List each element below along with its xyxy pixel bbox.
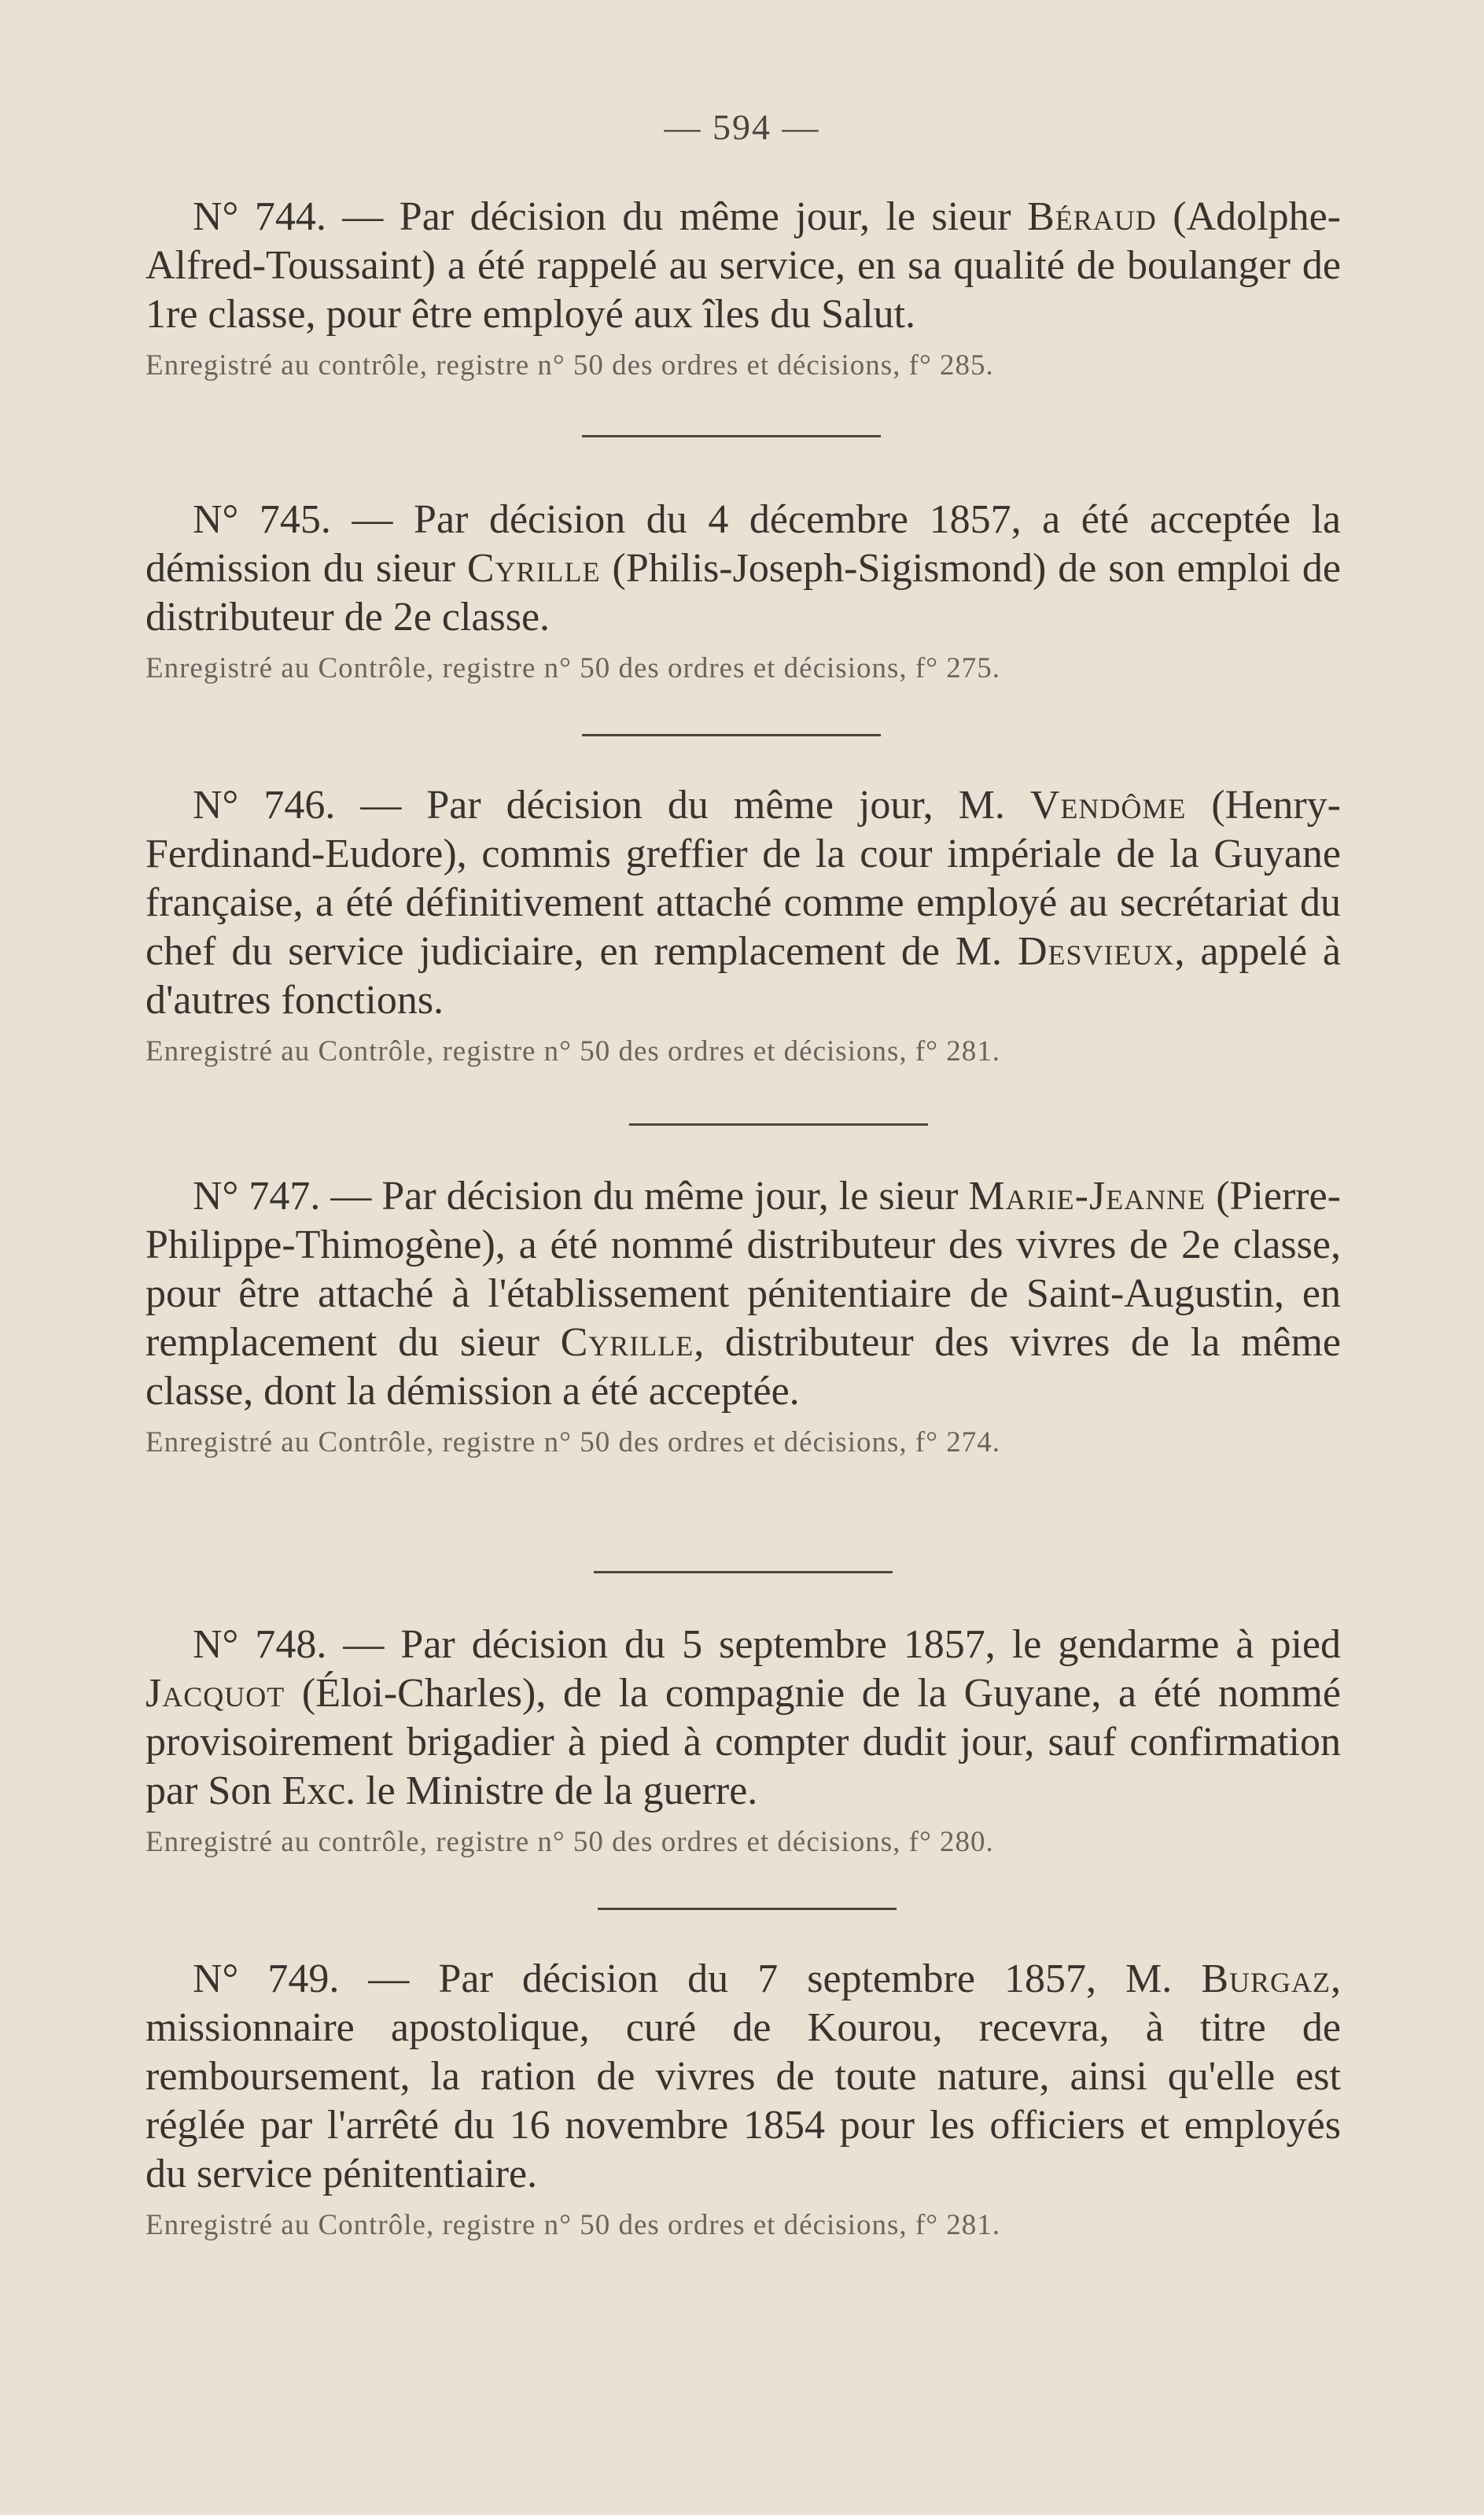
entry-prefix: — Par décision du 7 septembre 1857, M. <box>339 1956 1202 2001</box>
entry-text <box>145 781 1341 1025</box>
entry-text <box>145 1955 1341 2199</box>
person-name: Vendôme <box>1029 783 1187 828</box>
entry-prefix: — Par décision du 5 septembre 1857, le gendarme à pied <box>326 1622 1341 1667</box>
entry-number: N° 745. <box>193 497 331 542</box>
person-name: Marie-Jeanne <box>968 1174 1206 1219</box>
entry-text <box>145 193 1341 339</box>
entry-rest-2: , appelé à d'autres fonctions. <box>145 929 1341 1023</box>
registry-note: Enregistré au Contrôle, registre n° 50 des ordres et décisions, f° 275. <box>145 652 1001 684</box>
separator-rule <box>582 734 881 736</box>
entry-rest: (Henry-Ferdinand-Eudore), commis greffier de la cour impériale de la Guyane française, a été définitivement attaché comme employé au secrétariat du chef du service judiciaire, en remplacement de M. <box>145 783 1341 974</box>
entry-rest: (Pierre-Philippe-Thimogène), a été nommé distributeur des vivres de 2e classe, pour être attaché à l'établissement pénitentiaire de Saint-Augustin, en remplacement du sieur <box>145 1174 1341 1365</box>
entry-prefix: — Par décision du 4 décembre 1857, a été acceptée la démission du sieur <box>145 497 1341 591</box>
person-name: Cyrille <box>466 546 601 591</box>
entry-rest: (Philis-Joseph-Sigismond) de son emploi de distributeur de 2e classe. <box>145 546 1341 640</box>
registry-note: Enregistré au Contrôle, registre n° 50 des ordres et décisions, f° 281. <box>145 1035 1001 1068</box>
separator-rule <box>598 1908 897 1910</box>
entry-number: N° 746. <box>193 783 336 828</box>
entry-number: N° 747. <box>193 1174 321 1219</box>
registry-note: Enregistré au contrôle, registre n° 50 des ordres et décisions, f° 285. <box>145 349 994 382</box>
entry-rest: , missionnaire apostolique, curé de Kourou, recevra, à titre de remboursement, la ration de vivres de toute nature, ainsi qu'elle est réglée par l'arrêté du 16 novembre 1854 pour les officiers et employés du service pénitentiaire. <box>145 1956 1341 2196</box>
entry-prefix: — Par décision du même jour, le sieur <box>326 194 1028 239</box>
person-name: Jacquot <box>145 1671 285 1716</box>
entry-number: N° 748. <box>193 1622 327 1667</box>
entry-rest-2: , distributeur des vivres de la même classe, dont la démission a été acceptée. <box>145 1320 1341 1414</box>
entry-746 <box>145 781 1341 1071</box>
entry-749 <box>145 1955 1341 2244</box>
separator-rule <box>582 435 881 437</box>
entry-prefix: — Par décision du même jour, le sieur <box>320 1174 969 1219</box>
separator-rule <box>594 1571 893 1573</box>
person-name-2: Cyrille <box>560 1320 694 1365</box>
entry-text <box>145 496 1341 642</box>
entry-number: N° 749. <box>193 1956 340 2001</box>
entry-747 <box>145 1172 1341 1462</box>
entry-745 <box>145 496 1341 688</box>
registry-note: Enregistré au contrôle, registre n° 50 des ordres et décisions, f° 280. <box>145 1826 994 1858</box>
registry-note: Enregistré au Contrôle, registre n° 50 des ordres et décisions, f° 281. <box>145 2209 1001 2241</box>
entry-rest: (Adolphe-Alfred-Toussaint) a été rappelé au service, en sa qualité de boulanger de 1re classe, pour être employé aux îles du Salut. <box>145 194 1341 337</box>
entry-text <box>145 1172 1341 1416</box>
entry-rest: (Éloi-Charles), de la compagnie de la Guyane, a été nommé provisoirement brigadier à pied à compter dudit jour, sauf confirmation par Son Exc. le Ministre de la guerre. <box>145 1671 1341 1813</box>
entry-number: N° 744. <box>193 194 326 239</box>
person-name: Burgaz <box>1201 1956 1331 2001</box>
person-name: Béraud <box>1027 194 1157 239</box>
entry-text <box>145 1621 1341 1816</box>
page-number: — 594 — <box>664 107 820 147</box>
registry-note: Enregistré au Contrôle, registre n° 50 des ordres et décisions, f° 274. <box>145 1426 1001 1458</box>
entry-prefix: — Par décision du même jour, M. <box>335 783 1030 828</box>
entry-748 <box>145 1621 1341 1861</box>
person-name-2: Desvieux <box>1017 929 1175 974</box>
separator-rule <box>629 1123 928 1126</box>
entry-744 <box>145 193 1341 385</box>
